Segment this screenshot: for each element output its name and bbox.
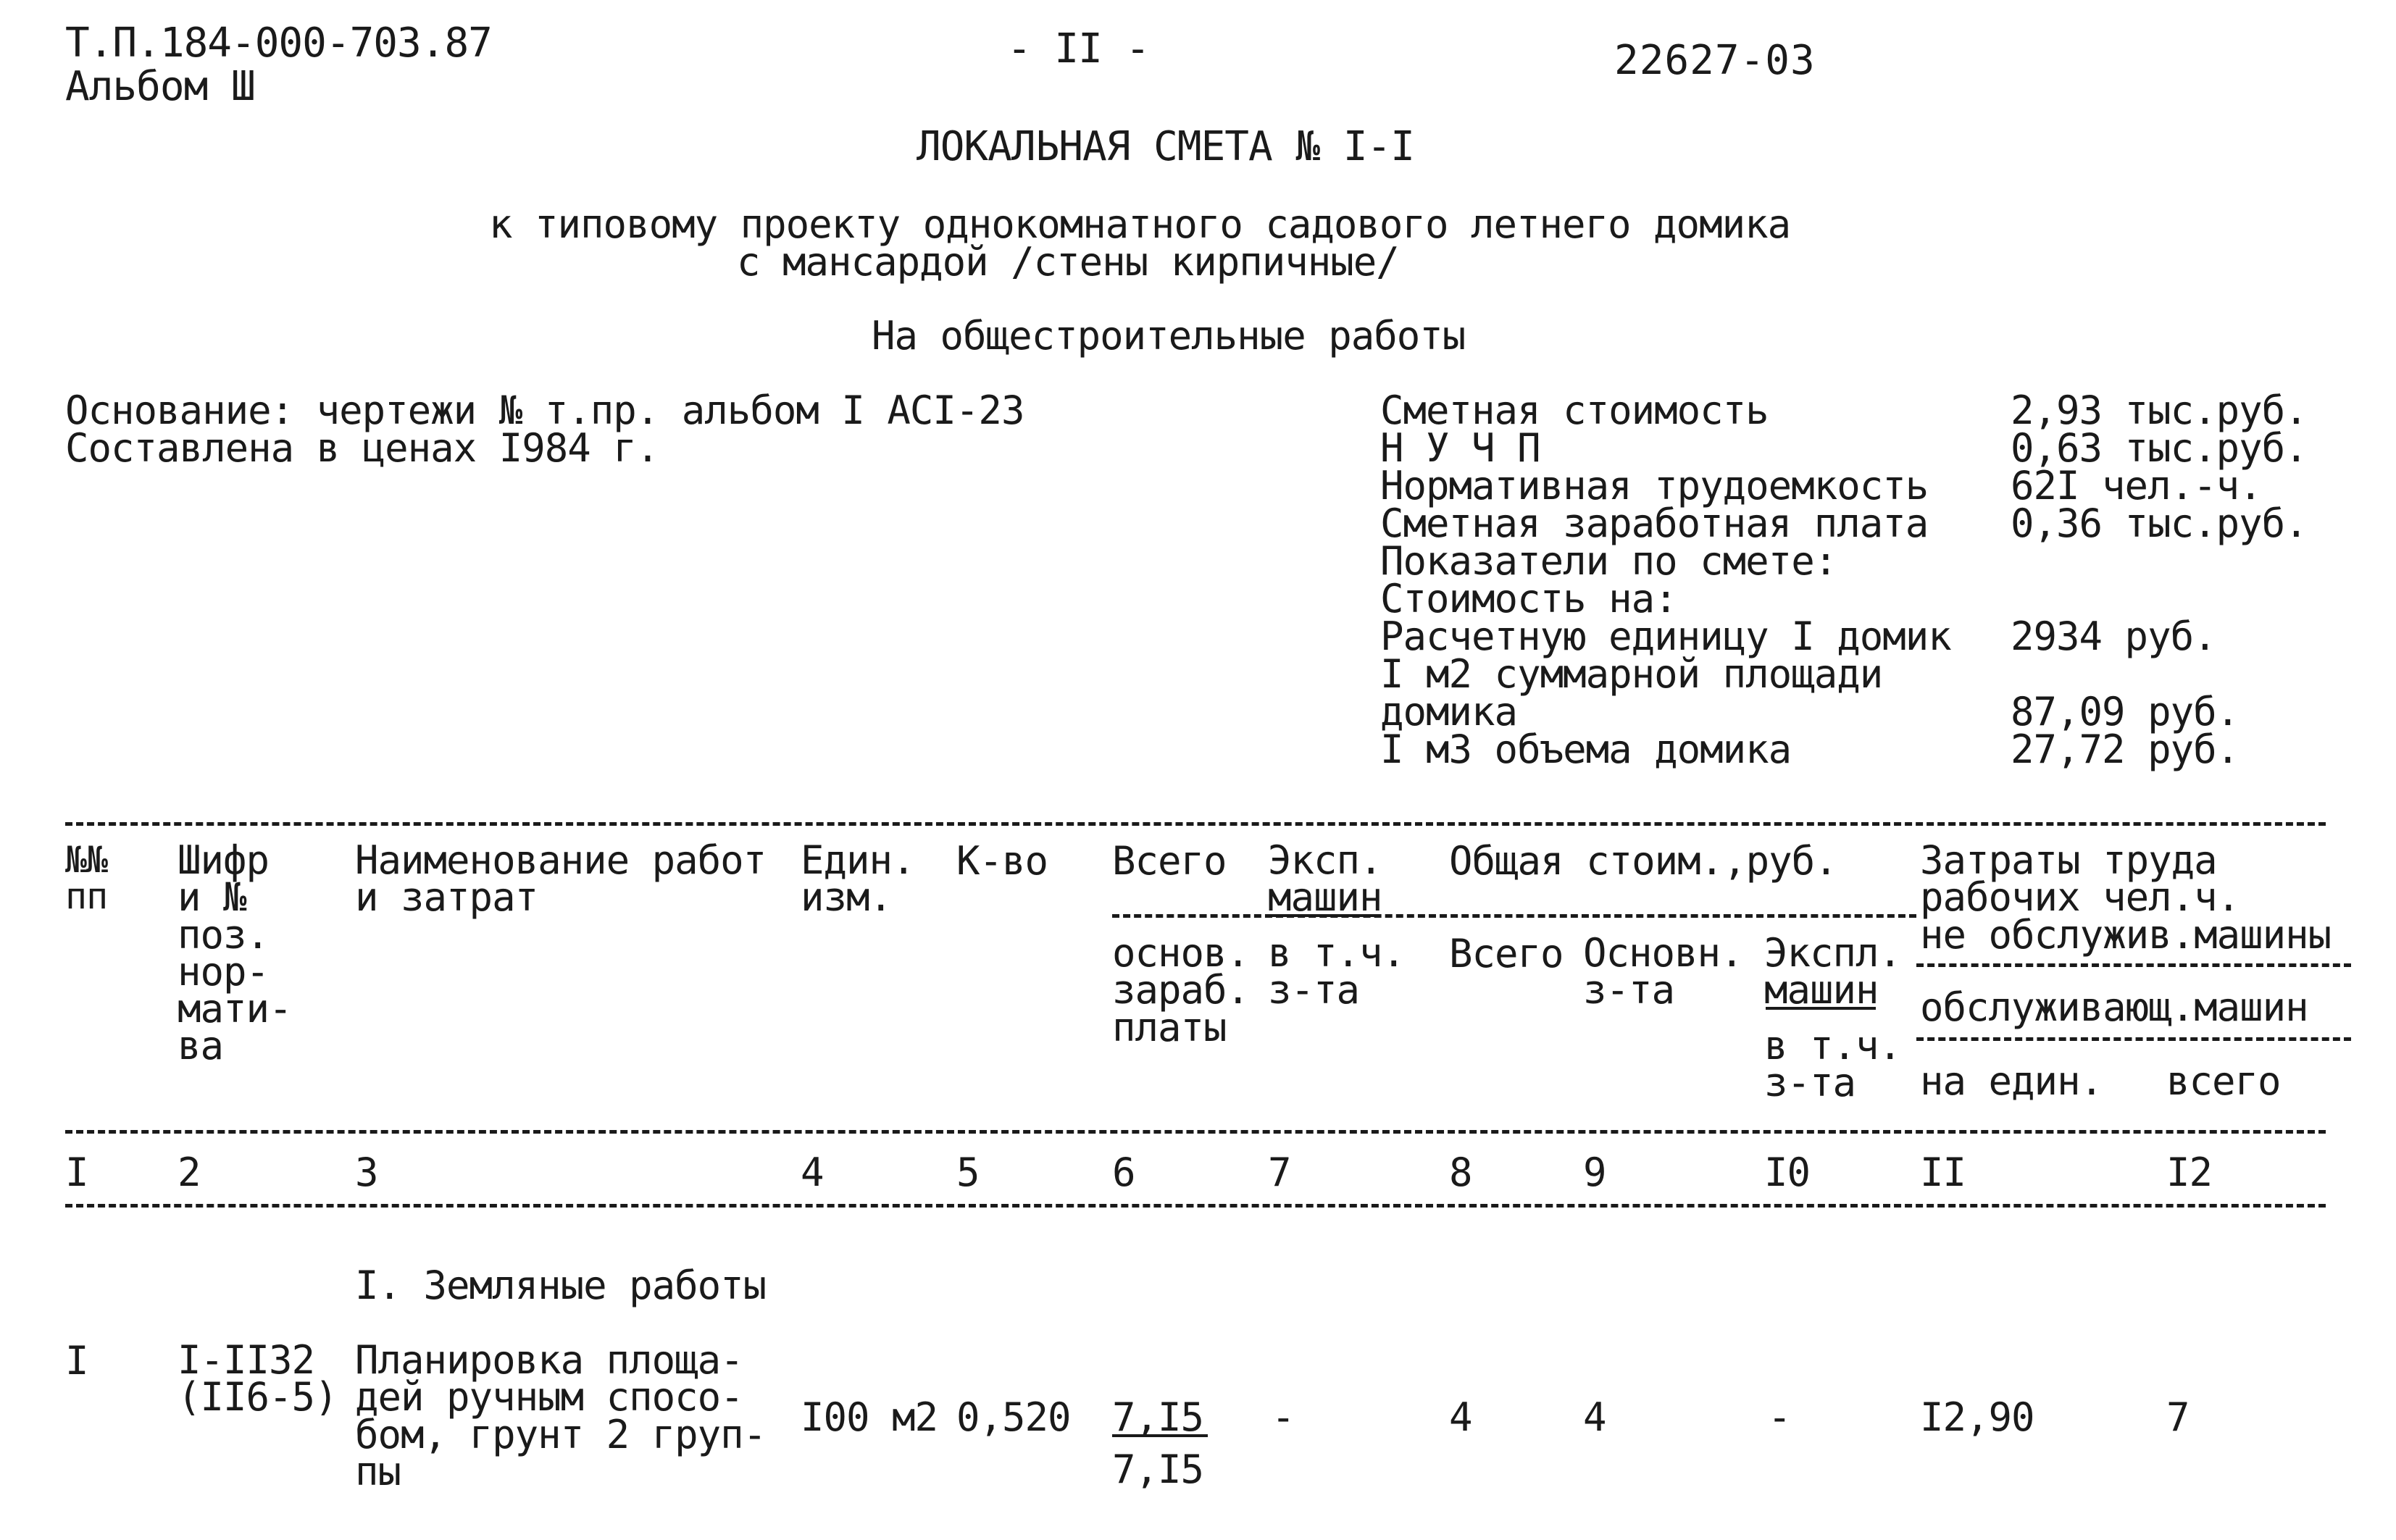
column-number: I [65, 1150, 88, 1195]
col-header-total-wage: основ. зараб. платы [1112, 930, 1250, 1050]
machine-underline [1269, 914, 1379, 917]
column-number: 2 [178, 1150, 201, 1195]
header-subrule-right-2 [1916, 1037, 2351, 1041]
col-header-labor-total: всего [2166, 1058, 2281, 1104]
doc-code: Т.П.184-000-703.87 [65, 20, 492, 67]
col-header-cost-group: Общая стоим.,руб. [1449, 838, 1837, 884]
summary-label: Нормативная трудоемкость [1380, 463, 1929, 509]
row-total: 7,I5 [1112, 1394, 1204, 1440]
summary-value: 2,93 тыс.руб. [2011, 388, 2308, 433]
col-header-unit: Един. изм. [801, 837, 915, 921]
summary-label: Стоимость на: [1380, 576, 1677, 622]
header-bottom-rule [65, 1130, 2326, 1134]
basis-line-1: Основание: чертежи № т.пр. альбом I ACI-23 [65, 388, 1024, 433]
section-title: I. Земляные работы [355, 1263, 767, 1308]
column-number: I2 [2166, 1150, 2213, 1195]
col-header-name: Наименование работ и затрат [355, 837, 767, 921]
row-base-wage: 7,I5 [1112, 1447, 1204, 1492]
col-header-total: Всего [1112, 838, 1227, 884]
col-header-labor-group: Затраты труда рабочих чел.ч. не обслужив.машины [1920, 837, 2332, 958]
column-number: I0 [1764, 1150, 1811, 1195]
album-label: Альбом Ш [65, 63, 255, 110]
col-header-machine: Эксп. машин [1268, 837, 1382, 921]
col-header-cost-base: Основн. з-та [1583, 930, 1743, 1013]
row-labor-unit: I2,90 [1920, 1394, 2034, 1440]
row-code: I-II32 (II6-5) [178, 1337, 338, 1420]
summary-label: I м3 объема домика [1380, 727, 1792, 772]
column-number: 3 [355, 1150, 378, 1195]
col-header-machine-wage: в т.ч. з-та [1268, 930, 1406, 1013]
summary-label: Н У Ч П [1380, 425, 1540, 471]
row-cost-machine: - [1768, 1394, 1791, 1440]
estimate-title: ЛОКАЛЬНАЯ СМЕТА № I-I [917, 123, 1415, 170]
column-number: 7 [1268, 1150, 1291, 1195]
col-header-code: Шифр и № поз. нор- мати- ва [178, 837, 292, 1069]
summary-value: 27,72 руб. [2011, 727, 2240, 772]
table-top-rule [65, 822, 2326, 826]
row-qty: 0,520 [956, 1394, 1071, 1440]
col-header-labor-unit: на един. [1920, 1058, 2103, 1104]
summary-label: домика [1380, 689, 1518, 735]
header-subrule-left [1112, 914, 1916, 918]
header-subrule-right [1916, 963, 2351, 967]
summary-label: Показатели по смете: [1380, 538, 1837, 584]
row-unit: I00 м2 [801, 1394, 938, 1440]
row-cost-base: 4 [1583, 1394, 1606, 1440]
column-number: II [1920, 1150, 1966, 1195]
summary-label: Сметная стоимость [1380, 388, 1769, 433]
summary-value: 2934 руб. [2011, 614, 2216, 659]
row-cost-total: 4 [1449, 1394, 1472, 1440]
fraction-bar [1112, 1434, 1208, 1437]
column-number-rule [65, 1204, 2326, 1208]
row-machine: - [1272, 1394, 1295, 1440]
column-number: 9 [1583, 1150, 1606, 1195]
col-header-number: №№ пп [65, 839, 108, 917]
cost-machine-underline [1766, 1007, 1876, 1010]
col-header-cost-machine-wage: в т.ч. з-та [1764, 1023, 1902, 1106]
project-line-2: с мансардой /стены кирпичные/ [737, 239, 1399, 285]
col-header-cost-total: Всего [1449, 931, 1564, 976]
summary-value: 87,09 руб. [2011, 689, 2240, 735]
col-header-labor-machines: обслуживающ.машин [1920, 984, 2308, 1030]
row-labor-total: 7 [2166, 1394, 2190, 1440]
column-number: 5 [956, 1150, 980, 1195]
basis-line-2: Составлена в ценах I984 г. [65, 425, 659, 471]
row-name: Планировка площа- дей ручным спосо- бом, грунт 2 груп- пы [355, 1337, 767, 1494]
summary-value: 0,36 тыс.руб. [2011, 501, 2308, 546]
work-type-subtitle: На общестроительные работы [872, 313, 1466, 359]
col-header-qty: К-во [956, 838, 1048, 884]
summary-value: 0,63 тыс.руб. [2011, 425, 2308, 471]
summary-label: Сметная заработная плата [1380, 501, 1929, 546]
page-number: - II - [1007, 25, 1150, 72]
summary-value: 62I чел.-ч. [2011, 463, 2262, 509]
summary-label: I м2 суммарной площади [1380, 651, 1883, 697]
stamp-number: 22627-03 [1614, 37, 1816, 84]
column-number: 8 [1449, 1150, 1472, 1195]
row-number: I [65, 1338, 88, 1384]
column-number: 4 [801, 1150, 824, 1195]
col-header-cost-machine: Экспл. машин [1764, 930, 1902, 1013]
summary-label: Расчетную единицу I домик [1380, 614, 1951, 659]
column-number: 6 [1112, 1150, 1135, 1195]
project-line-1: к типовому проекту однокомнатного садового летнего домика [489, 201, 1791, 247]
